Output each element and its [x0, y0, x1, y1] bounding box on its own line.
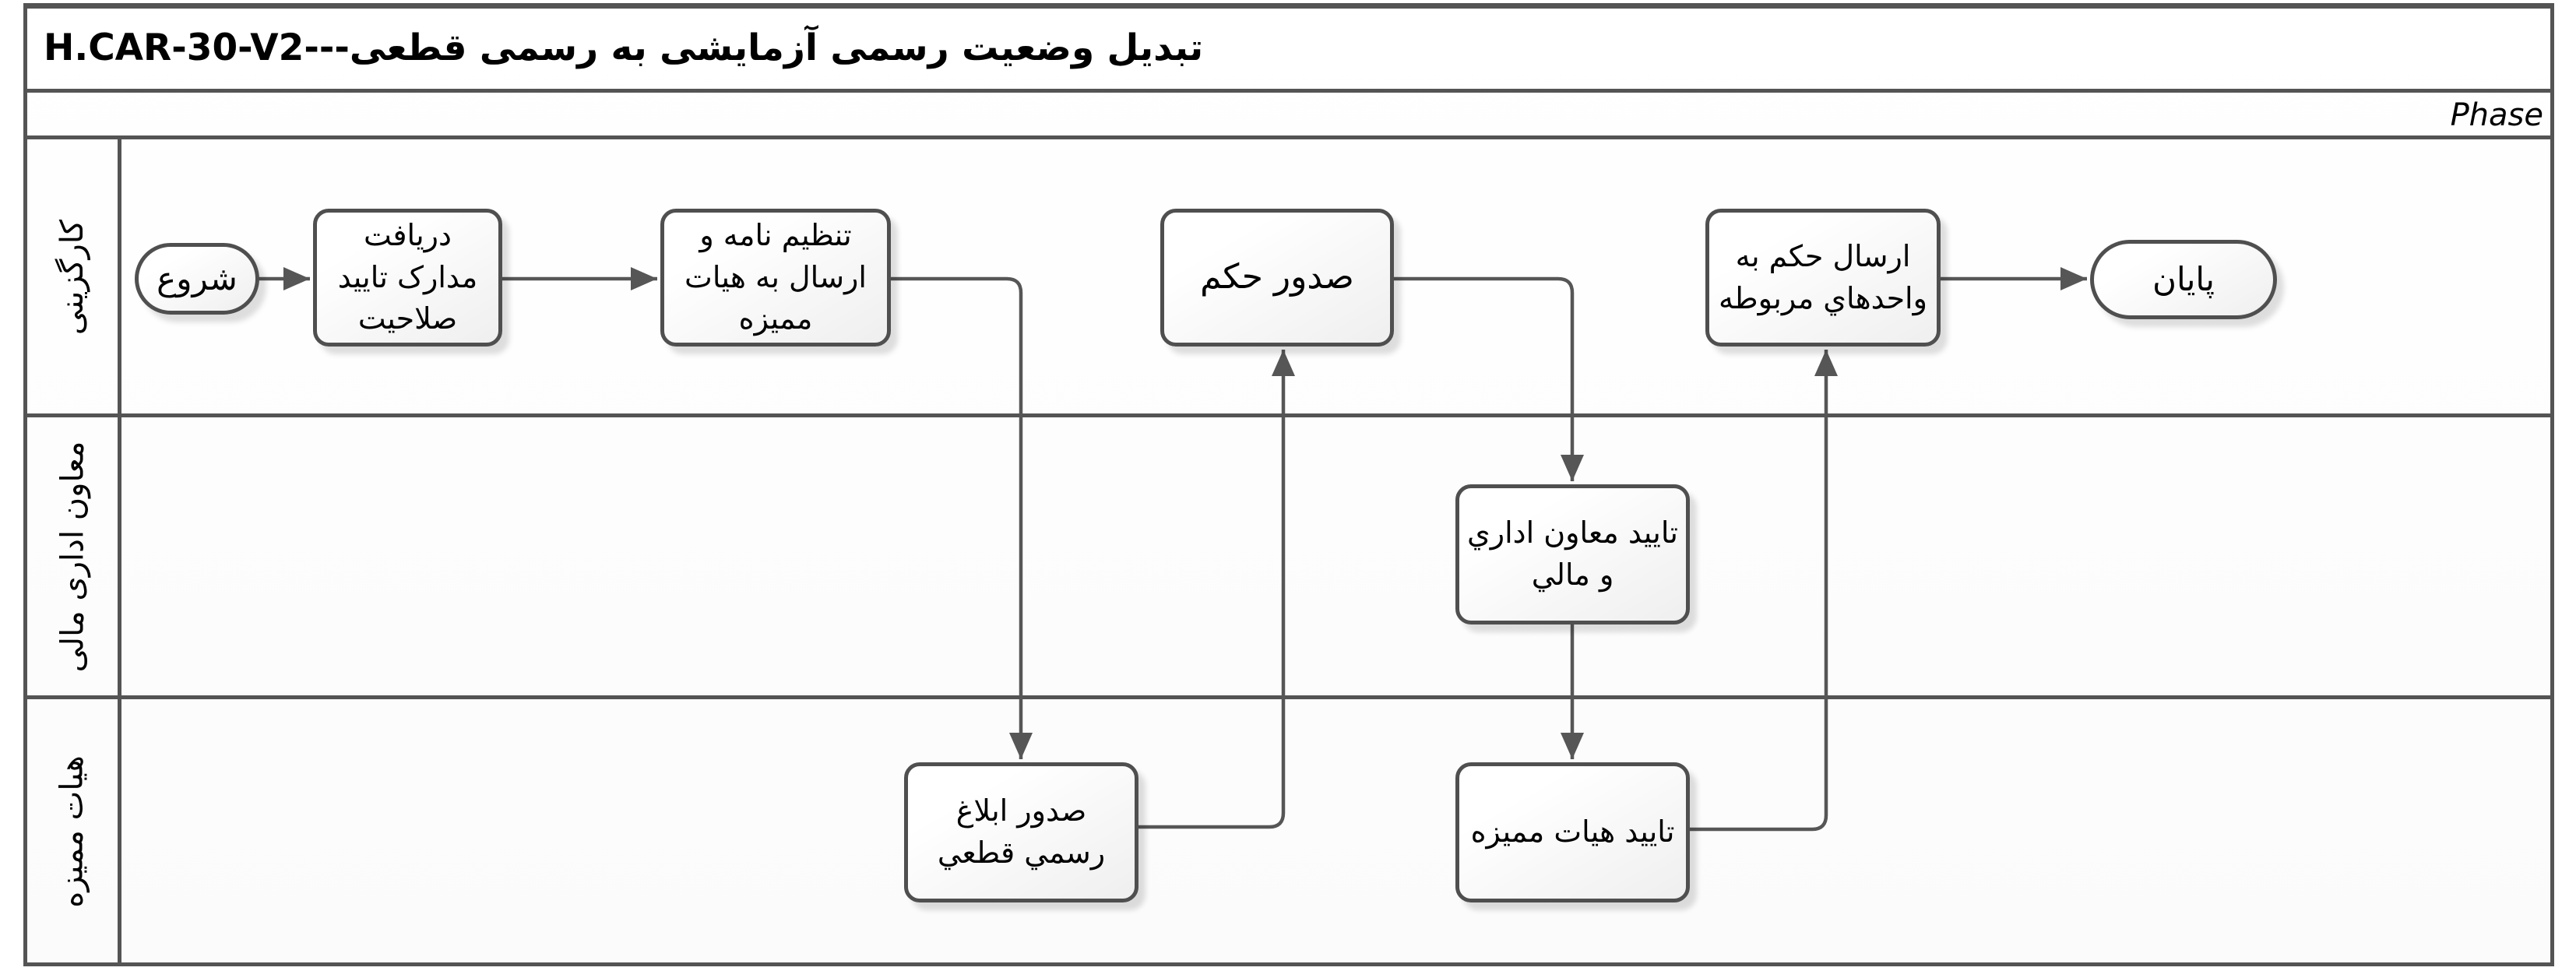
task-receive-docs: دریافت مدارک تایید صلاحیت: [313, 209, 502, 347]
task-compose-letter: تنظیم نامه و ارسال به هیات ممیزه: [660, 209, 891, 347]
lane-moaven-label: معاون اداری مالی: [55, 441, 90, 672]
title-code: H.CAR-30-V2: [44, 26, 304, 69]
phase-label: Phase: [2450, 97, 2543, 133]
title-text-fa: تبدیل وضعیت رسمی آزمایشی به رسمی قطعی: [349, 26, 1204, 69]
task-approve-board: تایید هیات ممیزه: [1455, 762, 1690, 902]
edge-board-to-send: [1687, 350, 1826, 829]
node-start: شروع: [135, 243, 259, 315]
edge-final-notice-to-decree: [1136, 350, 1283, 827]
node-end: پایان: [2090, 240, 2277, 319]
title-separator: ---: [304, 26, 350, 69]
edge-decree-to-deputy: [1392, 279, 1572, 481]
task-issue-decree: صدور حکم: [1160, 209, 1394, 347]
task-issue-final-notice: صدور ابلاغ رسمي قطعي: [904, 762, 1138, 902]
task-send-decree: ارسال حکم به واحدهاي مربوطه: [1705, 209, 1941, 347]
edge-compose-to-final-notice: [889, 279, 1021, 759]
task-approve-deputy: تایید معاون اداري و مالي: [1455, 484, 1690, 624]
lane-heyat-label: هیات ممیزه: [55, 755, 90, 908]
lane-kargozini-label: کارگزینی: [55, 219, 91, 335]
